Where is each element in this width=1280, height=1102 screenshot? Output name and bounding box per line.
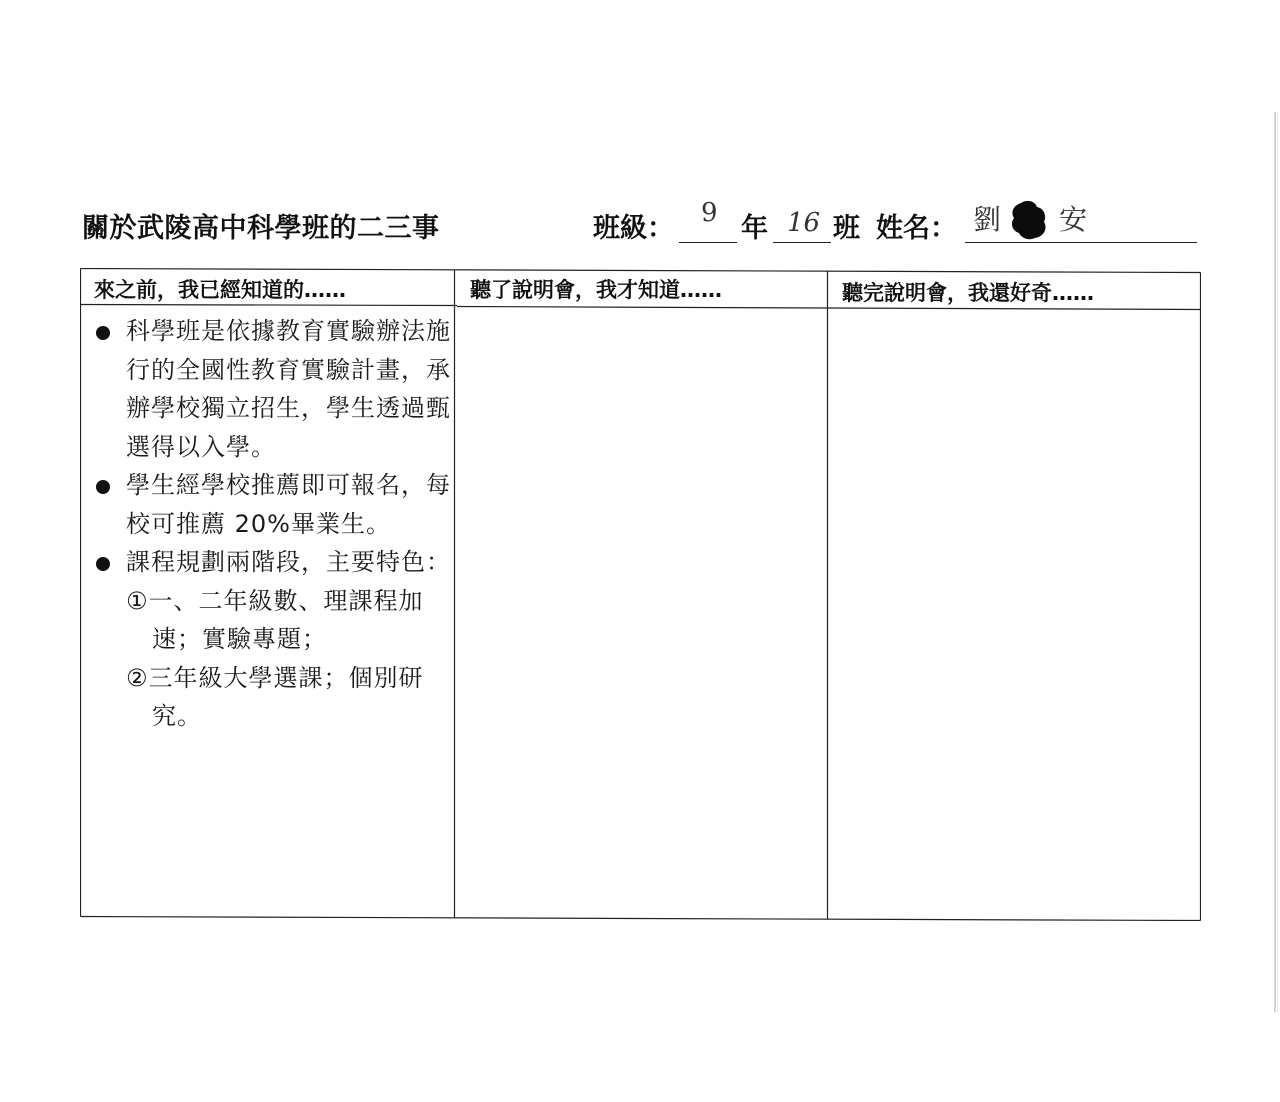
name-last-char: 安 <box>1059 203 1088 236</box>
bullet-icon <box>96 326 110 340</box>
curious-cell[interactable] <box>829 312 1199 912</box>
bullet-icon <box>96 480 110 494</box>
sub-list-item: ②三年級大學選課；個別研究。 <box>126 663 424 730</box>
list-item: 科學班是依據教育實驗辦法施行的全國性教育實驗計畫，承辦學校獨立招生，學生透過甄選得以入學。 <box>80 312 454 466</box>
class-label: 班級： <box>593 213 674 244</box>
list-item: 學生經學校推薦即可報名，每校可推薦 20%畢業生。 <box>80 466 454 543</box>
worksheet-table <box>80 268 1201 921</box>
class-unit: 班 <box>833 213 860 244</box>
redaction-blob <box>1011 200 1047 240</box>
page-edge <box>1277 112 1278 1012</box>
name-label: 姓名： <box>876 213 957 244</box>
sub-list-item: ①一、二年級數、理課程加速；實驗專題； <box>126 586 424 653</box>
class-blank[interactable] <box>773 242 831 243</box>
document-title: 關於武陵高中科學班的二三事 <box>82 213 440 244</box>
known-cell <box>80 312 454 736</box>
column-header-learned: 聽了說明會，我才知道…… <box>470 278 722 302</box>
column-header-known: 來之前，我已經知道的…… <box>94 278 346 302</box>
list-item: 課程規劃兩階段，主要特色： <box>80 543 454 582</box>
learned-cell[interactable] <box>456 312 826 912</box>
class-value: 16 <box>787 208 821 238</box>
name-blank[interactable] <box>965 242 1197 243</box>
column-header-curious: 聽完說明會，我還好奇…… <box>842 281 1094 305</box>
name-first-char: 劉 <box>973 203 1002 236</box>
page-edge <box>1274 112 1276 1012</box>
bullet-icon <box>96 557 110 571</box>
grade-value: 9 <box>701 198 718 228</box>
grade-unit: 年 <box>741 213 768 244</box>
grade-blank[interactable] <box>679 242 737 243</box>
student-info <box>593 196 1198 248</box>
